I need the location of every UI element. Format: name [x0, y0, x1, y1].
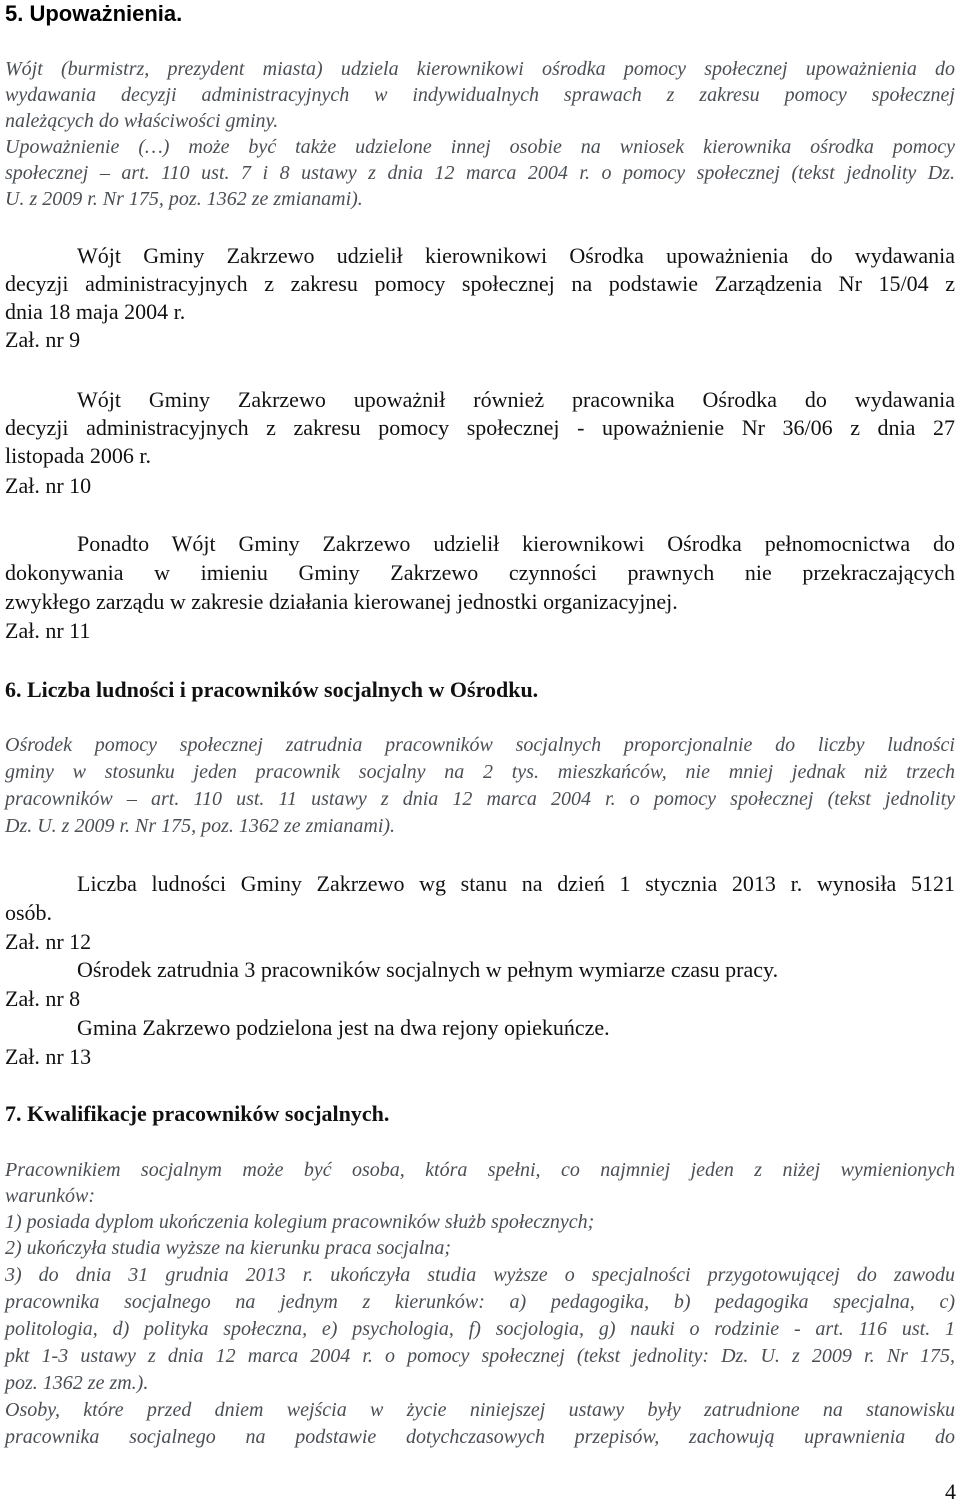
- legal-line: pracowników – art. 110 ust. 11 ustawy z dnia 12 marca 2004 r. o pomocy społecznej (tekst jednolity: [5, 788, 955, 810]
- legal-line: pracownika socjalnego na jednym z kierunków: a) pedagogika, b) pedagogika specjalna, c): [5, 1291, 955, 1313]
- paragraph-line: Ośrodek zatrudnia 3 pracowników socjalnych w pełnym wymiarze czasu pracy.: [77, 957, 779, 982]
- paragraph-line: dokonywania w imieniu Gminy Zakrzewo czynności prawnych nie przekraczających: [5, 560, 955, 585]
- legal-line: Pracownikiem socjalnym może być osoba, która spełni, co najmniej jeden z niżej wymienionych: [5, 1159, 955, 1181]
- paragraph-line: osób.: [5, 900, 53, 925]
- paragraph-line: Wójt Gminy Zakrzewo udzielił kierownikowi Ośrodka upoważnienia do wydawania: [77, 243, 955, 268]
- paragraph-line: Wójt Gminy Zakrzewo upoważnił również pracownika Ośrodka do wydawania: [77, 387, 955, 412]
- legal-line: U. z 2009 r. Nr 175, poz. 1362 ze zmianami).: [5, 188, 363, 210]
- legal-line: gminy w stosunku jeden pracownik socjalny na 2 tys. mieszkańców, nie mniej jednak niż trzech: [5, 761, 955, 783]
- paragraph-line: Gmina Zakrzewo podzielona jest na dwa rejony opiekuńcze.: [77, 1015, 610, 1040]
- attachment-ref: Zał. nr 12: [5, 929, 92, 954]
- legal-line: warunków:: [5, 1185, 95, 1207]
- legal-line: Ośrodek pomocy społecznej zatrudnia pracowników socjalnych proporcjonalnie do liczby ludności: [5, 734, 955, 756]
- section-7-heading: 7. Kwalifikacje pracowników socjalnych.: [5, 1101, 390, 1126]
- attachment-ref: Zał. nr 13: [5, 1044, 92, 1069]
- paragraph-line: Ponadto Wójt Gminy Zakrzewo udzielił kierownikowi Ośrodka pełnomocnictwa do: [77, 531, 955, 556]
- legal-line: 3) do dnia 31 grudnia 2013 r. ukończyła studia wyższe o specjalności przygotowującej do zawodu: [5, 1264, 955, 1286]
- legal-line: politologia, d) polityka społeczna, e) psychologia, f) socjologia, g) nauki o rodzinie - art. 116 ust. 1: [5, 1318, 955, 1340]
- attachment-ref: Zał. nr 10: [5, 473, 92, 498]
- paragraph-line: listopada 2006 r.: [5, 443, 152, 468]
- legal-line: 2) ukończyła studia wyższe na kierunku praca socjalna;: [5, 1237, 452, 1259]
- legal-line: 1) posiada dyplom ukończenia kolegium pracowników służb społecznych;: [5, 1211, 595, 1233]
- legal-line: Wójt (burmistrz, prezydent miasta) udziela kierownikowi ośrodka pomocy społecznej upoważnienia do: [5, 58, 955, 80]
- legal-line: Dz. U. z 2009 r. Nr 175, poz. 1362 ze zmianami).: [5, 815, 396, 837]
- paragraph-line: decyzji administracyjnych z zakresu pomocy społecznej - upoważnienie Nr 36/06 z dnia 27: [5, 415, 955, 440]
- legal-line: pracownika socjalnego na podstawie dotychczasowych przepisów, zachowują uprawnienia do: [5, 1426, 955, 1448]
- legal-line: wydawania decyzji administracyjnych w indywidualnych sprawach z zakresu pomocy społecznej: [5, 84, 955, 106]
- paragraph-line: Liczba ludności Gminy Zakrzewo wg stanu na dzień 1 stycznia 2013 r. wynosiła 5121: [77, 871, 955, 896]
- attachment-ref: Zał. nr 11: [5, 618, 91, 643]
- legal-line: poz. 1362 ze zm.).: [5, 1372, 149, 1394]
- paragraph-line: zwykłego zarządu w zakresie działania kierowanej jednostki organizacyjnej.: [5, 589, 678, 614]
- attachment-ref: Zał. nr 9: [5, 327, 81, 352]
- paragraph-line: dnia 18 maja 2004 r.: [5, 299, 186, 324]
- paragraph-line: decyzji administracyjnych z zakresu pomocy społecznej na podstawie Zarządzenia Nr 15/04 z: [5, 271, 955, 296]
- section-6-heading: 6. Liczba ludności i pracowników socjalnych w Ośrodku.: [5, 677, 539, 702]
- legal-line: pkt 1-3 ustawy z dnia 12 marca 2004 r. o pomocy społecznej (tekst jednolity: Dz. U. z 2009 r. Nr 175,: [5, 1345, 955, 1367]
- section-5-heading: 5. Upoważnienia.: [5, 1, 183, 26]
- attachment-ref: Zał. nr 8: [5, 986, 81, 1011]
- legal-line: społecznej – art. 110 ust. 7 i 8 ustawy z dnia 12 marca 2004 r. o pomocy społecznej (tekst jednolity Dz.: [5, 162, 955, 184]
- legal-line: Osoby, które przed dniem wejścia w życie niniejszej ustawy były zatrudnione na stanowisku: [5, 1399, 955, 1421]
- legal-line: Upoważnienie (…) może być także udzielone innej osobie na wniosek kierownika ośrodka pomocy: [5, 136, 955, 158]
- page-number: 4: [945, 1479, 956, 1504]
- legal-line: należących do właściwości gminy.: [5, 110, 279, 132]
